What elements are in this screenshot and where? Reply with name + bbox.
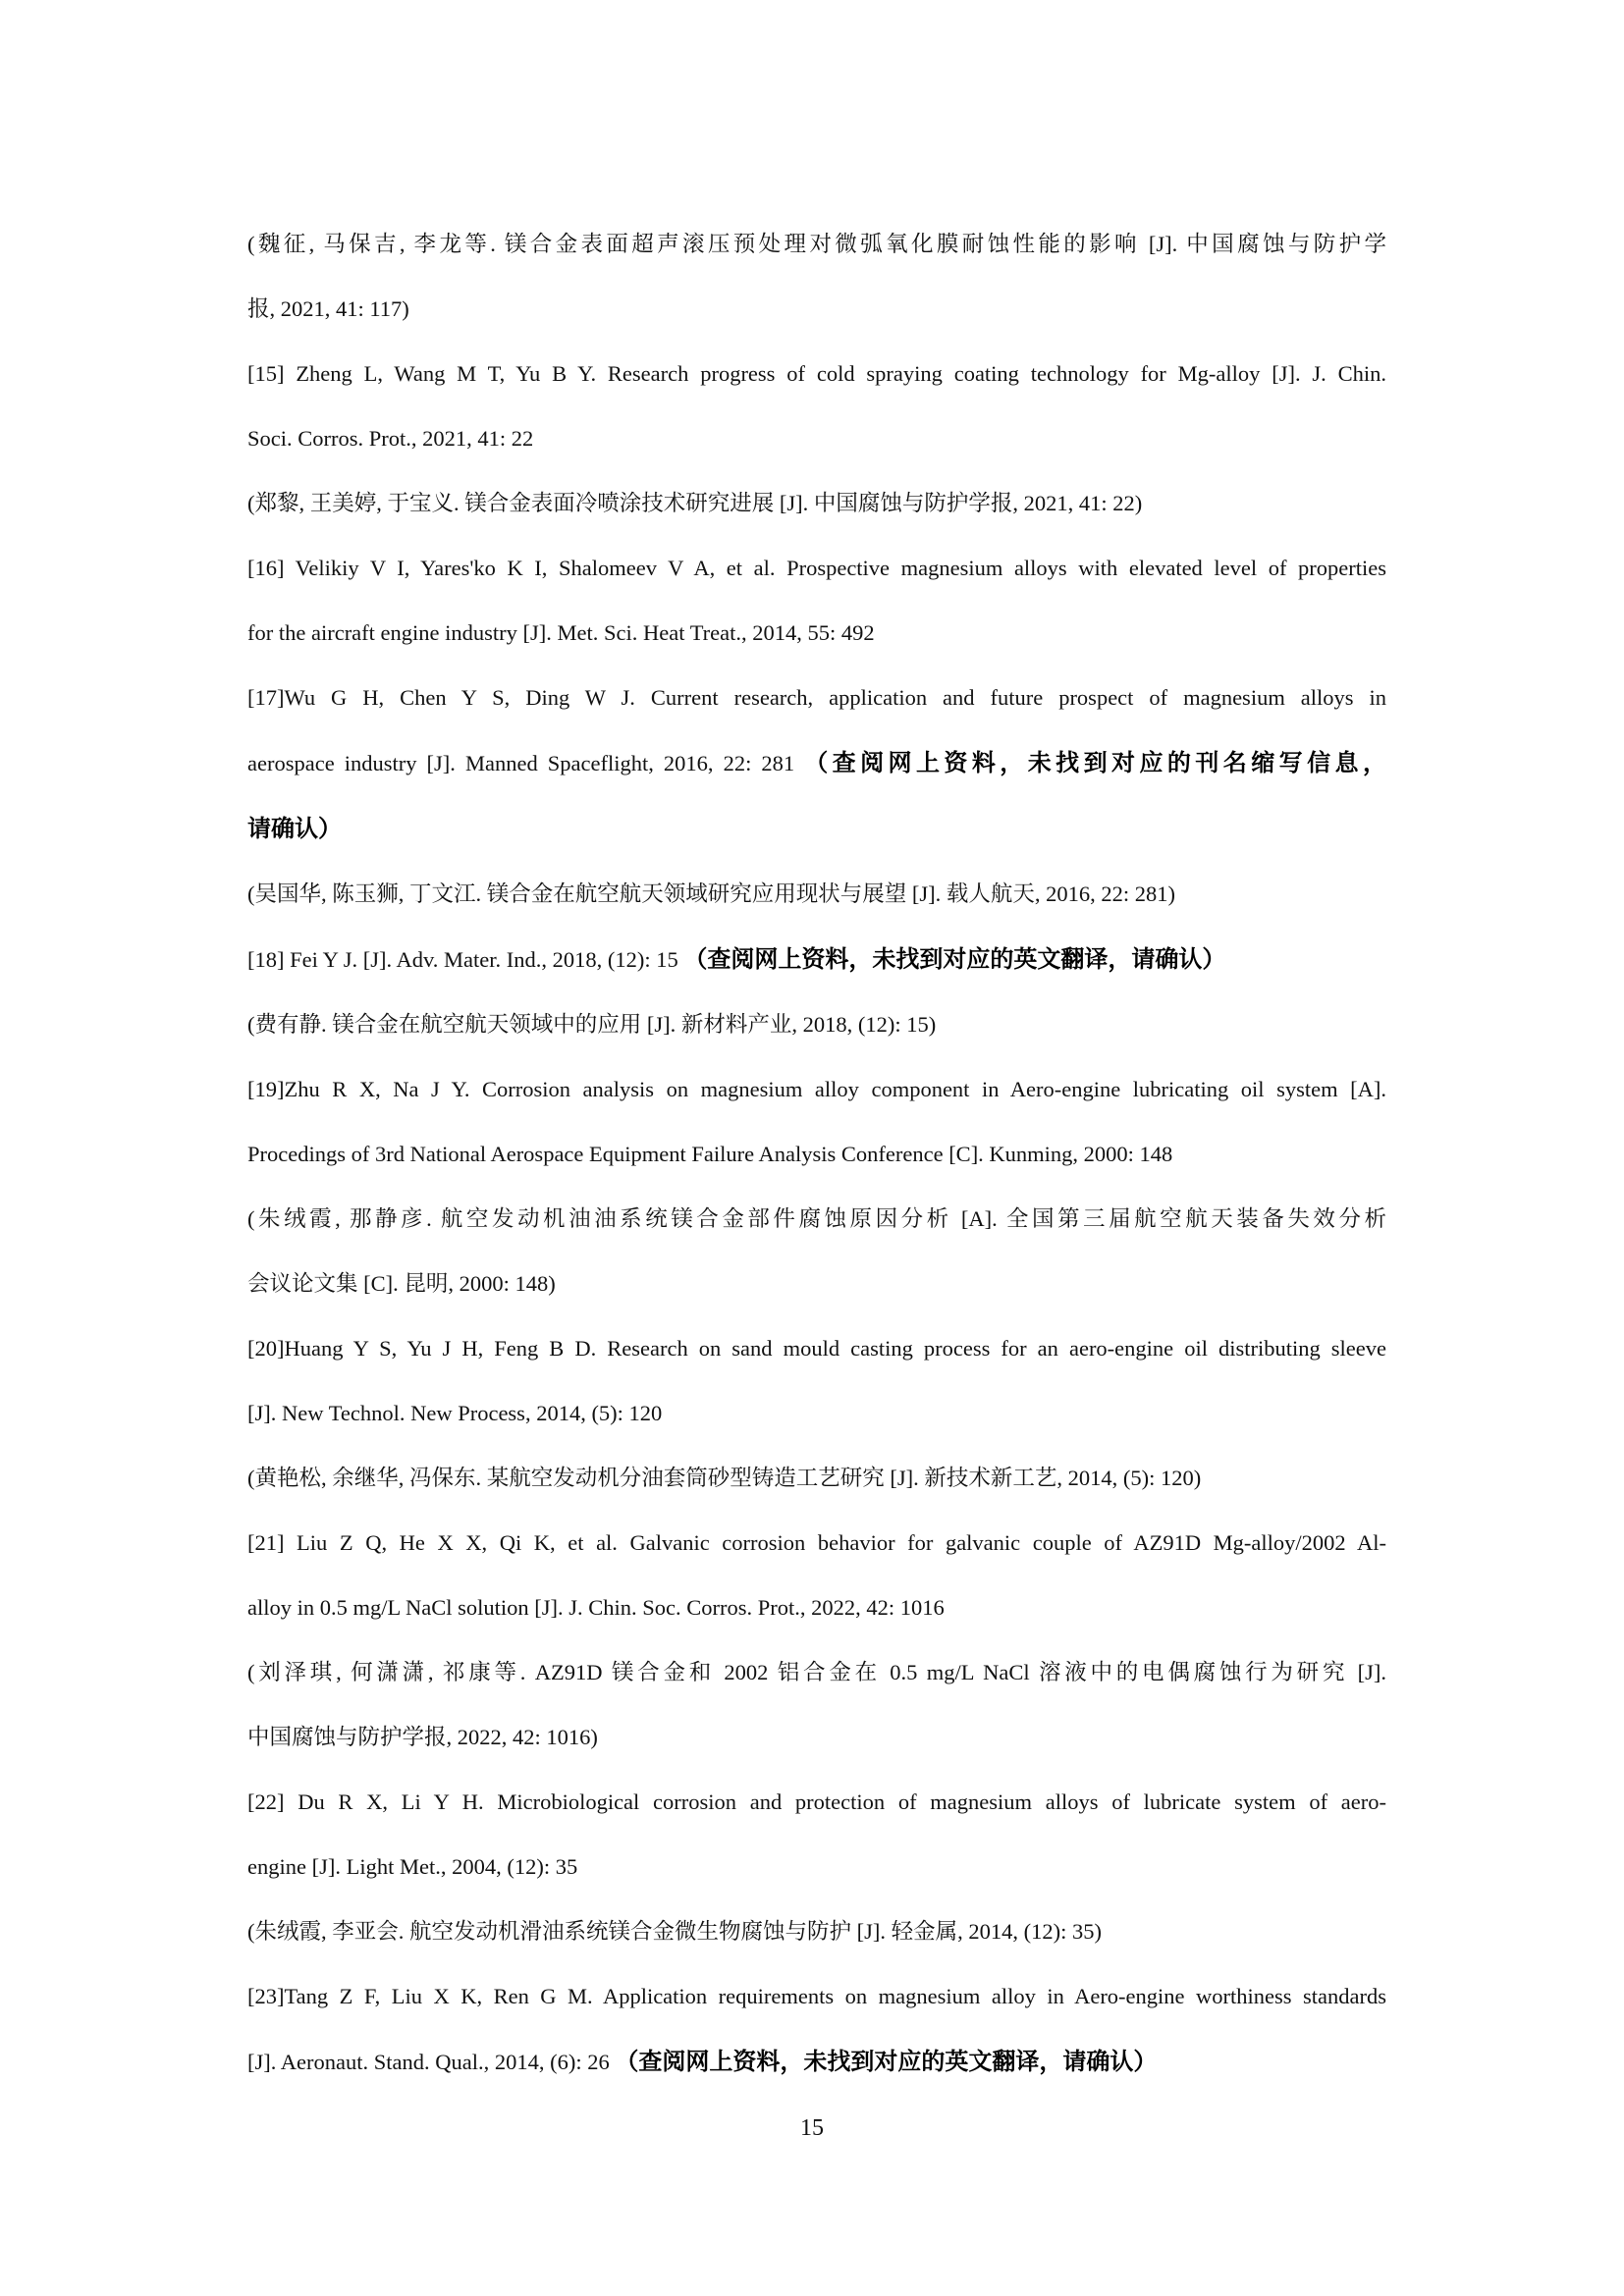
reference-line [247,1575,1386,1640]
reference-text: (朱绒霞, 那静彦. 航空发动机油油系统镁合金部件腐蚀原因分析 [A]. 全国第三届航空航天装备失效分析 [247,1206,1386,1231]
reference-line [247,342,1386,406]
reference-line [247,471,1386,536]
reference-text: [15] Zheng L, Wang M T, Yu B Y. Research progress of cold spraying coating technology for Mg-alloy [J]. J. Chin. [247,361,1386,386]
reference-line [247,666,1386,730]
editor-note: （查阅网上资料，未找到对应的刊名缩写信息， [804,749,1386,776]
editor-note: （查阅网上资料，未找到对应的英文翻译，请确认） [683,945,1226,973]
reference-line [247,212,1386,277]
reference-line [247,1511,1386,1575]
reference-text: 中国腐蚀与防护学报, 2022, 42: 1016) [247,1725,598,1749]
reference-text: (魏征, 马保吉, 李龙等. 镁合金表面超声滚压预处理对微弧氧化膜耐蚀性能的影响 [J]. 中国腐蚀与防护学 [247,232,1386,256]
reference-line [247,1705,1386,1770]
reference-line [247,1381,1386,1446]
reference-line [247,406,1386,471]
reference-line [247,1057,1386,1122]
reference-text: alloy in 0.5 mg/L NaCl solution [J]. J. Chin. Soc. Corros. Prot., 2022, 42: 1016 [247,1595,945,1620]
reference-line [247,1640,1386,1705]
reference-text: aerospace industry [J]. Manned Spaceflight, 2016, 22: 281 [247,751,805,775]
reference-text: [20]Huang Y S, Yu J H, Feng B D. Research on sand mould casting process for an aero-engine oil distributing sleeve [247,1336,1386,1361]
reference-line [247,1835,1386,1899]
reference-line [247,927,1386,992]
reference-text: for the aircraft engine industry [J]. Met. Sci. Heat Treat., 2014, 55: 492 [247,620,875,645]
reference-line [247,1316,1386,1381]
reference-text: (刘泽琪, 何潇潇, 祁康等. AZ91D 镁合金和 2002 铝合金在 0.5 mg/L NaCl 溶液中的电偶腐蚀行为研究 [J]. [247,1660,1386,1684]
reference-line [247,2029,1386,2095]
reference-text: [22] Du R X, Li Y H. Microbiological corrosion and protection of magnesium alloys of lubricate system of aero- [247,1789,1386,1814]
reference-text: Soci. Corros. Prot., 2021, 41: 22 [247,426,534,451]
reference-line [247,1899,1386,1964]
reference-line [247,1252,1386,1316]
reference-line [247,277,1386,342]
reference-text: (费有静. 镁合金在航空航天领域中的应用 [J]. 新材料产业, 2018, (12): 15) [247,1012,937,1037]
reference-text: (朱绒霞, 李亚会. 航空发动机滑油系统镁合金微生物腐蚀与防护 [J]. 轻金属, 2014, (12): 35) [247,1919,1102,1944]
reference-line [247,1122,1386,1187]
reference-line [247,730,1386,796]
page-number: 15 [800,2115,824,2141]
reference-list [247,212,1386,2095]
reference-line [247,1187,1386,1252]
reference-text: Procedings of 3rd National Aerospace Equipment Failure Analysis Conference [C]. Kunming, 2000: 148 [247,1142,1173,1166]
reference-text: (吴国华, 陈玉狮, 丁文江. 镁合金在航空航天领域研究应用现状与展望 [J]. 载人航天, 2016, 22: 281) [247,881,1175,906]
reference-line [247,1446,1386,1511]
reference-text: [21] Liu Z Q, He X X, Qi K, et al. Galvanic corrosion behavior for galvanic couple of AZ91D Mg-alloy/2002 Al- [247,1530,1386,1555]
reference-line [247,1964,1386,2029]
reference-text: 报, 2021, 41: 117) [247,296,409,321]
reference-line [247,862,1386,927]
reference-text: [16] Velikiy V I, Yares'ko K I, Shalomeev V A, et al. Prospective magnesium alloys with elevated level of properties [247,556,1386,580]
reference-text: [23]Tang Z F, Liu X K, Ren G M. Application requirements on magnesium alloy in Aero-engine worthiness standards [247,1984,1386,2008]
reference-line [247,796,1386,862]
reference-text: [19]Zhu R X, Na J Y. Corrosion analysis on magnesium alloy component in Aero-engine lubricating oil system [A]. [247,1077,1386,1101]
reference-text: [J]. Aeronaut. Stand. Qual., 2014, (6): 26 [247,2050,616,2074]
reference-text: engine [J]. Light Met., 2004, (12): 35 [247,1854,578,1879]
reference-text: [18] Fei Y J. [J]. Adv. Mater. Ind., 2018, (12): 15 [247,947,684,972]
reference-line [247,601,1386,666]
editor-note: （查阅网上资料，未找到对应的英文翻译，请确认） [615,2048,1158,2075]
reference-line [247,992,1386,1057]
reference-text: 会议论文集 [C]. 昆明, 2000: 148) [247,1271,556,1296]
reference-text: [J]. New Technol. New Process, 2014, (5): 120 [247,1401,663,1425]
reference-text: [17]Wu G H, Chen Y S, Ding W J. Current research, application and future prospect of magnesium alloys in [247,685,1386,710]
reference-line [247,1770,1386,1835]
editor-note: 请确认） [247,815,342,842]
reference-line [247,536,1386,601]
reference-text: (黄艳松, 余继华, 冯保东. 某航空发动机分油套筒砂型铸造工艺研究 [J]. 新技术新工艺, 2014, (5): 120) [247,1466,1202,1490]
reference-text: (郑黎, 王美婷, 于宝义. 镁合金表面冷喷涂技术研究进展 [J]. 中国腐蚀与防护学报, 2021, 41: 22) [247,491,1143,515]
